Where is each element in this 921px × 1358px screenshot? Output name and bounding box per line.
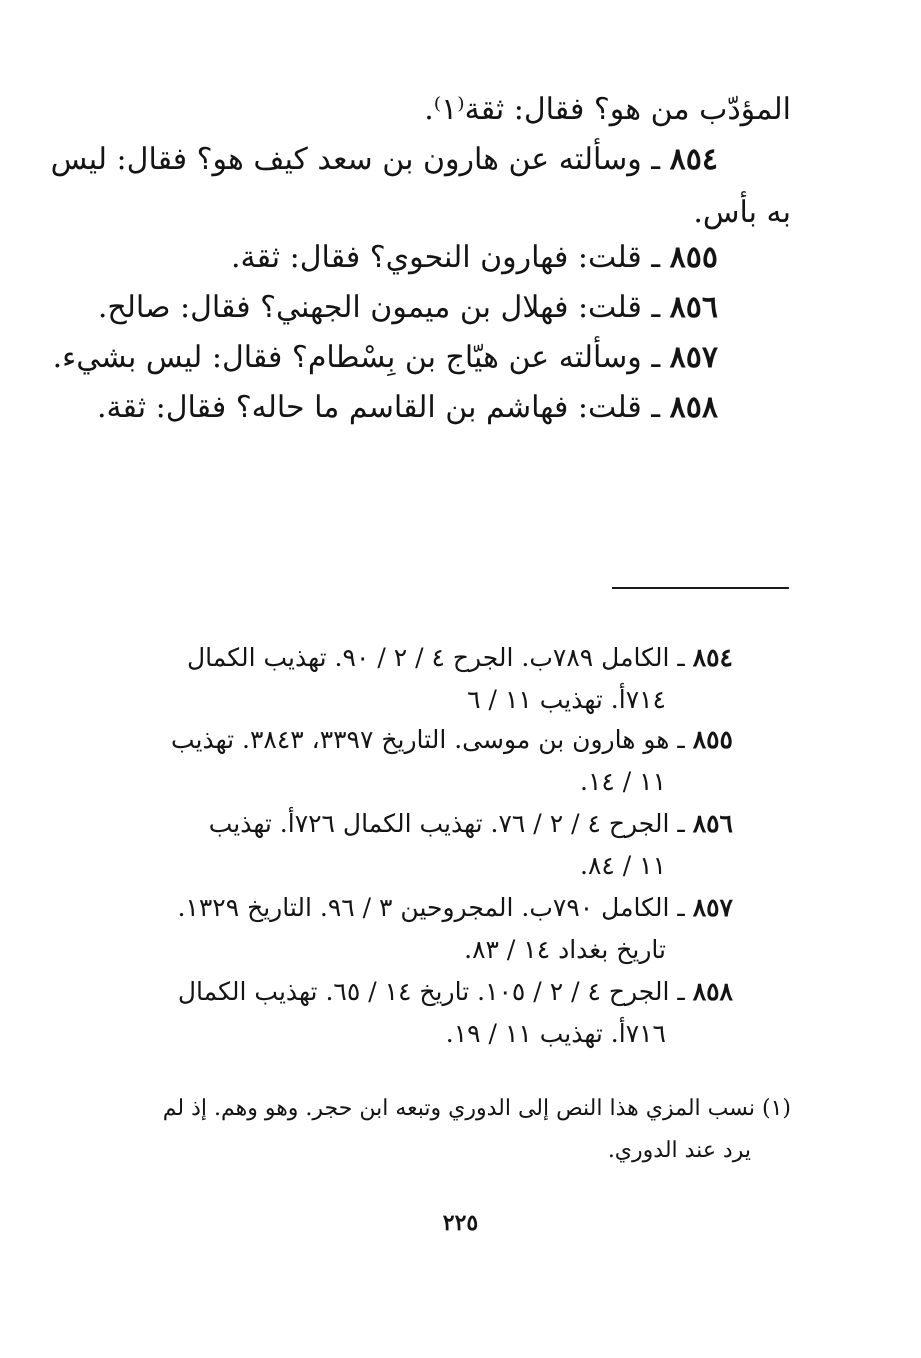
reference-857 [177, 887, 733, 929]
body-line-1 [424, 85, 791, 135]
reference-858 [178, 971, 733, 1013]
entry-856-number: ٨٥٦ [669, 290, 718, 325]
entry-854-continuation [693, 188, 791, 238]
reference-854-number: ٨٥٤ [692, 643, 733, 672]
reference-856-line-2: ١١ / ٨٤. [580, 851, 666, 880]
reference-856 [209, 803, 733, 845]
entry-855-text: ـ قلت: فهارون النحوي؟ فقال: ثقة. [230, 240, 661, 275]
footnote-line-1: نسب المزي هذا النص إلى الدوري وتبعه ابن حجر. وهو وهم. إذ لم [162, 1096, 755, 1121]
entry-854-continuation-text: به بأس. [693, 195, 791, 230]
reference-856-line-1: ـ الجرح ٤ / ٢ / ٧٦. تهذيب الكمال ٧٢٦أ. تهذيب [208, 809, 685, 838]
reference-856-number: ٨٥٦ [692, 809, 733, 838]
reference-855-line-1: ـ هو هارون بن موسى. التاريخ ٣٣٩٧، ٣٨٤٣. تهذيب [170, 725, 685, 754]
page-number: ٢٢٥ [442, 1210, 479, 1236]
reference-858-number: ٨٥٨ [692, 977, 733, 1006]
reference-857-continuation [464, 929, 666, 971]
body-line-1-text: المؤدّب من هو؟ فقال: ثقة⁽١⁾. [424, 92, 791, 127]
reference-855-continuation [580, 761, 666, 803]
reference-854-continuation [467, 679, 666, 721]
entry-854-text: ـ وسألته عن هارون بن سعد كيف هو؟ فقال: ليس [50, 142, 661, 177]
reference-858-line-1: ـ الجرح ٤ / ٢ / ١٠٥. تاريخ ١٤ / ٦٥. تهذيب الكمال [177, 977, 685, 1006]
reference-855-line-2: ١١ / ١٤. [580, 767, 666, 796]
entry-858-text: ـ قلت: فهاشم بن القاسم ما حاله؟ فقال: ثقة. [96, 390, 661, 425]
reference-854 [187, 637, 733, 679]
footnote-marker: (١) [761, 1096, 791, 1121]
entry-854 [51, 135, 718, 185]
reference-856-continuation [580, 845, 666, 887]
footnote-line-2: يرد عند الدوري. [607, 1138, 751, 1163]
reference-854-line-1: ـ الكامل ٧٨٩ب. الجرح ٤ / ٢ / ٩٠. تهذيب الكمال [186, 643, 685, 672]
reference-858-line-2: ٧١٦أ. تهذيب ١١ / ١٩. [445, 1019, 666, 1048]
entry-857 [53, 333, 718, 383]
entry-858 [97, 383, 718, 433]
reference-857-line-1: ـ الكامل ٧٩٠ب. المجروحين ٣ / ٩٦. التاريخ ١٣٢٩. [177, 893, 685, 922]
reference-857-line-2: تاريخ بغداد ١٤ / ٨٣. [464, 935, 666, 964]
entry-857-number: ٨٥٧ [669, 340, 718, 375]
reference-858-continuation [446, 1013, 666, 1055]
entry-854-number: ٨٥٤ [669, 142, 718, 177]
reference-854-line-2: ٧١٤أ. تهذيب ١١ / ٦ [467, 685, 666, 714]
entry-855 [231, 233, 718, 283]
entry-856-text: ـ قلت: فهلال بن ميمون الجهني؟ فقال: صالح. [97, 290, 661, 325]
reference-855 [171, 719, 733, 761]
entry-856 [98, 283, 718, 333]
entry-857-text: ـ وسألته عن هيّاج بن بِسْطام؟ فقال: ليس بشيء. [52, 340, 661, 375]
footnote-separator [612, 587, 789, 589]
reference-855-number: ٨٥٥ [692, 725, 733, 754]
footnote [163, 1089, 791, 1129]
reference-857-number: ٨٥٧ [692, 893, 733, 922]
entry-855-number: ٨٥٥ [669, 240, 718, 275]
footnote-continuation [608, 1131, 751, 1171]
entry-858-number: ٨٥٨ [669, 390, 718, 425]
